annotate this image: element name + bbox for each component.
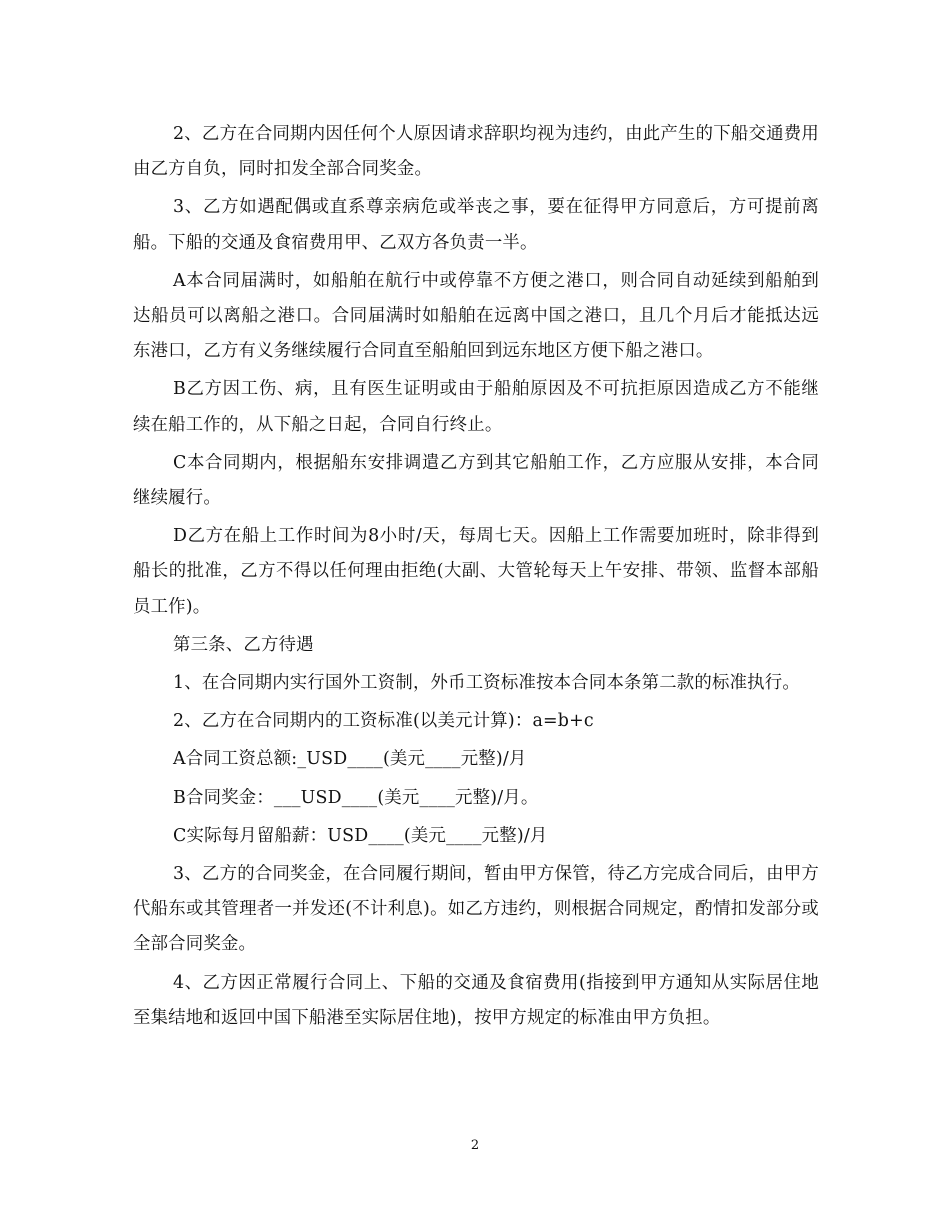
document-body	[133, 117, 819, 1039]
paragraph-pay-bonus: B合同奖金：___USD____(美元____元整)/月。	[173, 787, 539, 808]
paragraph-clause-2: 2、乙方在合同期内因任何个人原因请求辞职均视为违约，由此产生的下船交通费用由乙方自负，同时扣发全部合同奖金。	[133, 124, 819, 180]
page-number: 2	[470, 1138, 480, 1153]
paragraph-pay-4: 4、乙方因正常履行合同上、下船的交通及食宿费用(指接到甲方通知从实际居住地至集结地和返回中国下船港至实际居住地)，按甲方规定的标准由甲方负担。	[133, 972, 819, 1028]
paragraph-pay-total: A合同工资总额:_USD____(美元____元整)/月	[173, 749, 527, 770]
paragraph-item-b: B乙方因工伤、病，且有医生证明或由于船舶原因及不可抗拒原因造成乙方不能继续在船工作的，从下船之日起，合同自行终止。	[133, 379, 819, 435]
paragraph-pay-2: 2、乙方在合同期内的工资标准(以美元计算)：a=b+c	[173, 711, 594, 732]
paragraph-item-d: D乙方在船上工作时间为8小时/天，每周七天。因船上工作需要加班时，除非得到船长的批准，乙方不得以任何理由拒绝(大副、大管轮每天上午安排、带领、监督本部船员工作)。	[133, 526, 819, 617]
paragraph-clause-3: 3、乙方如遇配偶或直系尊亲病危或举丧之事，要在征得甲方同意后，方可提前离船。下船的交通及食宿费用甲、乙双方各负责一半。	[133, 197, 819, 253]
paragraph-item-c: C本合同期内，根据船东安排调遣乙方到其它船舶工作，乙方应服从安排，本合同继续履行。	[133, 452, 819, 509]
section-heading-article-3: 第三条、乙方待遇	[173, 634, 314, 655]
paragraph-pay-onboard: C实际每月留船薪：USD____(美元____元整)/月	[173, 825, 548, 846]
paragraph-item-a: A本合同届满时，如船舶在航行中或停靠不方便之港口，则合同自动延续到船舶到达船员可以离船之港口。合同届满时如船舶在远离中国之港口，且几个月后才能抵达远东港口，乙方有义务继续履行合同直至船舶回到远东地区方便下船之港口。	[133, 270, 819, 362]
paragraph-pay-3: 3、乙方的合同奖金，在合同履行期间，暂由甲方保管，待乙方完成合同后，由甲方代船东或其管理者一并发还(不计利息)。如乙方违约，则根据合同规定，酌情扣发部分或全部合同奖金。	[133, 864, 819, 955]
paragraph-pay-1: 1、在合同期内实行国外工资制，外币工资标准按本合同本条第二款的标准执行。	[173, 673, 800, 694]
